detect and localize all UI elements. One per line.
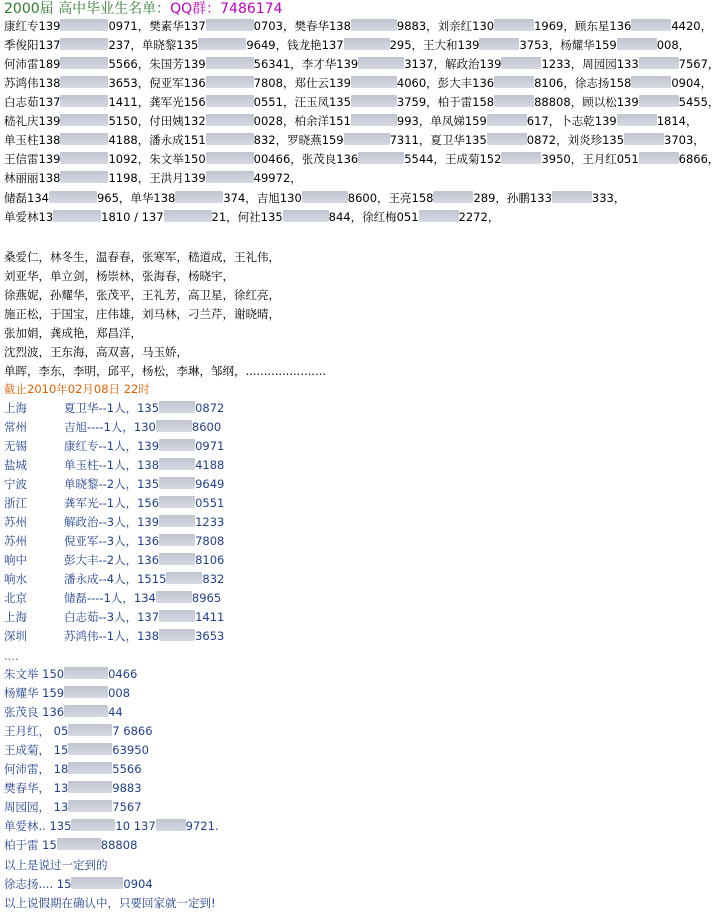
contact-text: 00466，张茂良136 — [253, 152, 359, 166]
city-name: 响中 — [4, 553, 27, 567]
redaction-mask — [351, 19, 397, 31]
contact-text: 林丽丽138 — [4, 171, 61, 185]
city-contact: 潘永成--4人，1515 — [64, 572, 167, 586]
redaction-mask — [60, 133, 108, 145]
phone-tail: 3653 — [195, 629, 225, 643]
redaction-mask — [501, 152, 541, 164]
redaction-mask — [166, 572, 202, 584]
phone-tail: 8600 — [191, 420, 222, 434]
city-row — [4, 590, 221, 606]
redaction-mask — [206, 95, 254, 107]
phone-tail: 7 6866 — [112, 724, 153, 738]
contact-text: 237，单晓黎135 — [108, 38, 199, 52]
qq-group: QQ群：7486174 — [170, 1, 283, 17]
title-text: 2000届 高中毕业生名单： — [4, 1, 171, 17]
redaction-mask — [60, 76, 108, 88]
contact-text: 苏鸿伟138 — [4, 76, 61, 90]
redaction-mask — [552, 191, 592, 203]
redaction-mask — [487, 114, 527, 126]
phone-tail: 0466 — [108, 667, 138, 681]
contact-row — [4, 18, 712, 34]
city-row — [4, 533, 224, 549]
contact-text: 49972， — [253, 171, 302, 185]
city-name: 上海 — [4, 610, 27, 624]
contact-text: 3137，解政治139 — [404, 57, 502, 71]
xu-row — [4, 876, 153, 892]
redaction-mask — [487, 133, 527, 145]
phone-tail: 9721. — [185, 819, 219, 833]
redaction-mask — [206, 57, 254, 69]
confirmed-name: 杨耀华 159 — [4, 686, 65, 700]
redaction-mask — [159, 401, 195, 413]
contact-text: 295，王大和139 — [389, 38, 480, 52]
redaction-mask — [433, 191, 473, 203]
contact-text: 333， — [591, 191, 626, 205]
city-contact: 白志茹--3人，137 — [64, 610, 160, 624]
contact-text: 008， — [656, 38, 691, 52]
redaction-mask — [156, 591, 192, 603]
city-contact: 康红专--1人，139 — [64, 439, 160, 453]
city-name: 常州 — [4, 420, 27, 434]
city-name: 浙江 — [4, 496, 27, 510]
city-contact: 彭大丰--2人，136 — [64, 553, 160, 567]
redaction-mask — [60, 114, 108, 126]
city-contact: 单玉柱--1人，138 — [64, 458, 160, 472]
confirmed-name: 张茂良 136 — [4, 705, 65, 719]
contact-row — [4, 94, 719, 110]
redaction-mask — [64, 705, 108, 717]
contact-text: 康红专139 — [4, 19, 61, 33]
contact-text: 5150，付田姨132 — [108, 114, 206, 128]
contact-text: 0028，柏余洋151 — [253, 114, 351, 128]
confirmed-name: 何沛雷， 18 — [4, 762, 69, 776]
redaction-mask — [57, 838, 101, 850]
redaction-mask — [351, 114, 397, 126]
contact-text: 5544，王成菊152 — [404, 152, 502, 166]
contact-text: 832，罗晓燕159 — [253, 133, 344, 147]
redaction-mask — [159, 534, 195, 546]
redaction-mask — [358, 57, 404, 69]
phone-tail: 7567 — [112, 800, 142, 814]
redaction-mask — [159, 496, 195, 508]
phone-tail: 0551 — [195, 496, 225, 510]
redaction-mask — [206, 133, 254, 145]
city-name: 响水 — [4, 572, 27, 586]
redaction-mask — [71, 877, 123, 889]
confirmed-row — [4, 723, 153, 739]
redaction-mask — [68, 724, 112, 736]
redaction-mask — [639, 57, 679, 69]
confirmed-name: 朱文举 150 — [4, 667, 65, 681]
redaction-mask — [358, 152, 404, 164]
redaction-mask — [159, 610, 195, 622]
names-line: 徐燕妮，孙耀华，张茂平，王礼芳，高卫星，徐红亮， — [4, 288, 280, 302]
contact-text: 嵇礼庆139 — [4, 114, 61, 128]
pending-note: 以上说假期在确认中，只要回家就一定到! — [4, 896, 216, 910]
redaction-mask — [71, 819, 115, 831]
contact-text: 0703，樊春华138 — [253, 19, 351, 33]
phone-tail: 88808 — [100, 838, 138, 852]
confirmed-name: 柏于雷 15 — [4, 838, 57, 852]
redaction-mask — [156, 819, 186, 831]
redaction-mask — [159, 629, 195, 641]
contact-text: 4188，潘永成151 — [108, 133, 206, 147]
redaction-mask — [302, 191, 348, 203]
city-contact: 储磊----1人，134 — [64, 591, 156, 605]
city-name: 宁波 — [4, 477, 27, 491]
redaction-mask — [206, 76, 254, 88]
confirmed-name: 樊春华， 13 — [4, 781, 69, 795]
redaction-mask — [60, 171, 108, 183]
phone-tail: 63950 — [112, 743, 149, 757]
redaction-mask — [164, 210, 212, 222]
redaction-mask — [159, 439, 195, 451]
names-line: 张加娟，龚成艳，郑昌洋， — [4, 326, 142, 340]
redaction-mask — [175, 191, 223, 203]
phone-tail: 10 137 — [115, 819, 156, 833]
contact-text: 289，孙鹏133 — [473, 191, 552, 205]
names-line: 刘亚华，单立剑，杨崇林，张海春，杨晓宇， — [4, 269, 234, 283]
city-name: 北京 — [4, 591, 27, 605]
contact-text: 2272， — [458, 210, 500, 224]
contact-text: 965，单华138 — [96, 191, 176, 205]
confirmed-row — [4, 761, 142, 777]
confirmed-row — [4, 742, 149, 758]
contact-row — [4, 56, 719, 72]
contact-text: 21，何社135 — [211, 210, 283, 224]
contact-text: 1198，王洪月139 — [108, 171, 206, 185]
redaction-mask — [159, 458, 195, 470]
phone-tail: 0971 — [195, 439, 225, 453]
redaction-mask — [617, 114, 657, 126]
redaction-mask — [68, 762, 112, 774]
city-contact: 倪亚军--3人，136 — [64, 534, 160, 548]
city-row — [4, 400, 224, 416]
contact-row — [4, 75, 712, 91]
contact-text: 7567， — [678, 57, 719, 71]
redaction-mask — [60, 57, 108, 69]
city-row — [4, 514, 224, 530]
confirmed-row — [4, 799, 142, 815]
confirmed-row — [4, 666, 137, 682]
redaction-mask — [617, 38, 657, 50]
confirmed-row — [4, 780, 142, 796]
redaction-mask — [60, 38, 108, 50]
contact-text: 5566，朱国芳139 — [108, 57, 206, 71]
phone-tail: 7808 — [195, 534, 225, 548]
redaction-mask — [344, 38, 390, 50]
xu-name: 徐志扬.... 15 — [4, 877, 72, 891]
redaction-mask — [631, 76, 671, 88]
contact-text: 6866， — [678, 152, 719, 166]
contact-text: 56341，李才华139 — [253, 57, 359, 71]
phone-tail: 832 — [202, 572, 225, 586]
redaction-mask — [68, 800, 112, 812]
contact-text: 1969，顾东星136 — [534, 19, 632, 33]
confirmed-row — [4, 818, 219, 834]
redaction-mask — [351, 76, 397, 88]
contact-text: 3950，王月红051 — [541, 152, 639, 166]
phone-tail: 1233 — [195, 515, 225, 529]
contact-row — [4, 209, 499, 225]
contact-text: 4420， — [671, 19, 713, 33]
redaction-mask — [159, 515, 195, 527]
contact-text: 1411，龚军光156 — [108, 95, 206, 109]
redaction-mask — [53, 210, 101, 222]
confirmed-name: 王月红， 05 — [4, 724, 69, 738]
city-name: 无锡 — [4, 439, 27, 453]
phone-tail: 9883 — [112, 781, 142, 795]
contact-text: 1092，朱文举150 — [108, 152, 206, 166]
contact-text: 993，单凤娣159 — [396, 114, 487, 128]
contact-text: 1810 / 137 — [101, 210, 164, 224]
contact-text: 9649，钱龙艳137 — [246, 38, 344, 52]
city-row — [4, 571, 224, 587]
contact-text: 7808，郑仕云139 — [253, 76, 351, 90]
contact-row — [4, 190, 625, 206]
contact-text: 0872，刘炎珍135 — [526, 133, 625, 147]
redaction-mask — [206, 114, 254, 126]
city-row — [4, 609, 224, 625]
redaction-mask — [64, 686, 108, 698]
contact-text: 0904， — [671, 76, 713, 90]
contact-text: 4060，彭大丰136 — [396, 76, 495, 90]
city-contact: 夏卫华--1人，135 — [64, 401, 160, 415]
contact-text: 王信雷139 — [4, 152, 61, 166]
redaction-mask — [68, 781, 112, 793]
redaction-mask — [206, 152, 254, 164]
names-line: 沈烈波，王东海，高双喜，马玉娇， — [4, 345, 188, 359]
xu-tail: 0904 — [123, 877, 153, 891]
contact-text: 5455， — [678, 95, 719, 109]
ellipsis: .... — [4, 649, 19, 663]
city-contact: 解政治--3人，139 — [64, 515, 160, 529]
deadline-note: 截止2010年02月08日 22时 — [4, 382, 150, 396]
redaction-mask — [156, 420, 192, 432]
confirmed-row — [4, 837, 137, 853]
city-row — [4, 495, 224, 511]
phone-tail: 0872 — [195, 401, 225, 415]
city-row — [4, 438, 224, 454]
contact-row — [4, 170, 302, 186]
city-contact: 吉旭----1人，130 — [64, 420, 156, 434]
redaction-mask — [60, 95, 108, 107]
redaction-mask — [60, 19, 108, 31]
phone-tail: 008 — [108, 686, 131, 700]
contact-text: 844，徐红梅051 — [328, 210, 419, 224]
confirmed-name: 周园园， 13 — [4, 800, 69, 814]
city-contact: 龚军光--1人，156 — [64, 496, 160, 510]
phone-tail: 8965 — [191, 591, 222, 605]
redaction-mask — [60, 152, 108, 164]
redaction-mask — [494, 19, 534, 31]
city-row — [4, 552, 224, 568]
contact-row — [4, 37, 690, 53]
contact-text: 3753，杨耀华159 — [519, 38, 617, 52]
contact-text: 1233，周园园133 — [541, 57, 639, 71]
city-row — [4, 628, 224, 644]
city-row — [4, 419, 221, 435]
redaction-mask — [351, 95, 397, 107]
page-title — [4, 0, 282, 18]
contact-text: 单爱林13 — [4, 210, 54, 224]
redaction-mask — [639, 152, 679, 164]
contact-text: 储磊134 — [4, 191, 49, 205]
names-line: 桑爱仁，林冬生，温春春，张寒军，嵇道成，王礼伟， — [4, 250, 280, 264]
redaction-mask — [206, 171, 254, 183]
contact-text: 8106，徐志扬158 — [534, 76, 632, 90]
contact-text: 7311，夏卫华135 — [389, 133, 487, 147]
redaction-mask — [198, 38, 246, 50]
redaction-mask — [49, 191, 97, 203]
city-contact: 单晓黎--2人，135 — [64, 477, 160, 491]
contact-text: 0551，汪玉凤135 — [253, 95, 351, 109]
contact-text: 季俊阳137 — [4, 38, 61, 52]
redaction-mask — [494, 76, 534, 88]
contact-text: 3653，倪亚军136 — [108, 76, 206, 90]
city-contact: 苏鸿伟--1人，138 — [64, 629, 160, 643]
contact-text: 3703， — [664, 133, 705, 147]
contact-row — [4, 151, 719, 167]
contact-text: 9883，刘亲红130 — [396, 19, 495, 33]
contact-text: 374，吉旭130 — [223, 191, 302, 205]
phone-tail: 1411 — [195, 610, 225, 624]
phone-tail: 9649 — [195, 477, 225, 491]
contact-text: 8600，王亮158 — [347, 191, 434, 205]
city-name: 苏州 — [4, 515, 27, 529]
redaction-mask — [479, 38, 519, 50]
phone-tail: 5566 — [112, 762, 142, 776]
contact-text: 单玉柱138 — [4, 133, 61, 147]
redaction-mask — [64, 667, 108, 679]
redaction-mask — [159, 477, 195, 489]
redaction-mask — [283, 210, 329, 222]
city-name: 苏州 — [4, 534, 27, 548]
redaction-mask — [344, 133, 390, 145]
redaction-mask — [419, 210, 459, 222]
city-name: 盐城 — [4, 458, 27, 472]
contact-text: 617，卜志乾139 — [526, 114, 617, 128]
city-row — [4, 476, 224, 492]
city-row — [4, 457, 224, 473]
confirmed-name: 单爱林.. 135 — [4, 819, 72, 833]
contact-text: 白志茹137 — [4, 95, 61, 109]
phone-tail: 8106 — [195, 553, 225, 567]
redaction-mask — [624, 133, 664, 145]
contact-text: 何沛雷189 — [4, 57, 61, 71]
contact-text: 3759，柏于雷158 — [396, 95, 495, 109]
names-line: 施正松，于国宝，庄伟雄，刘马林，刁兰芹，谢晓晴， — [4, 307, 280, 321]
redaction-mask — [159, 553, 195, 565]
phone-tail: 44 — [108, 705, 123, 719]
city-name: 深圳 — [4, 629, 27, 643]
confirmed-row — [4, 704, 123, 720]
names-line: 单晖，李东，李明，邱平，杨松，李琳，邹纲，...................... — [4, 364, 326, 378]
city-name: 上海 — [4, 401, 27, 415]
contact-text: 0971，樊素华137 — [108, 19, 206, 33]
contact-text: 88808，顾以松139 — [534, 95, 639, 109]
confirmed-name: 王成菊， 15 — [4, 743, 69, 757]
redaction-mask — [501, 57, 541, 69]
redaction-mask — [206, 19, 254, 31]
phone-tail: 4188 — [195, 458, 225, 472]
confirmed-row — [4, 685, 130, 701]
redaction-mask — [68, 743, 112, 755]
redaction-mask — [494, 95, 534, 107]
confirmed-note: 以上是说过一定到的 — [4, 858, 108, 872]
contact-row — [4, 113, 697, 129]
redaction-mask — [631, 19, 671, 31]
contact-row — [4, 132, 705, 148]
contact-text: 1814， — [656, 114, 698, 128]
redaction-mask — [639, 95, 679, 107]
